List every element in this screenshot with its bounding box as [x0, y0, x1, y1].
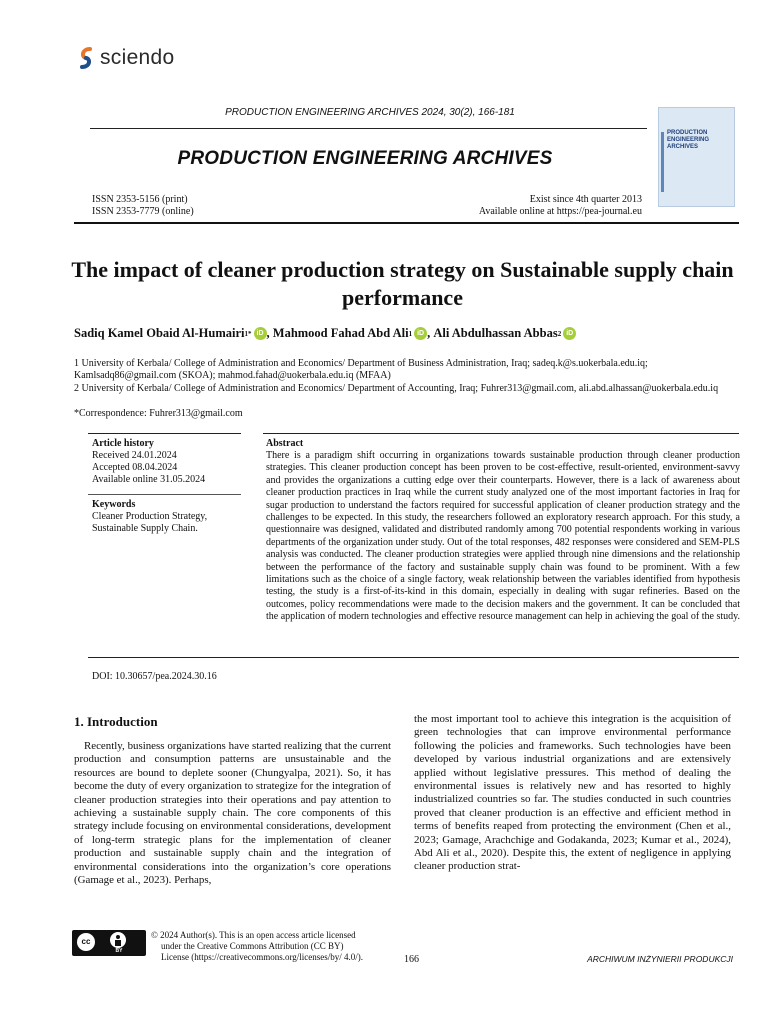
footer-journal-name: ARCHIWUM INŻYNIERII PRODUKCJI — [587, 954, 733, 964]
header-divider — [90, 128, 647, 129]
orcid-icon[interactable]: iD — [414, 327, 427, 340]
license-line: © 2024 Author(s). This is an open access article licensed — [151, 930, 356, 940]
author-affiliation-mark: 1* — [244, 329, 252, 338]
keywords-heading: Keywords — [92, 499, 136, 510]
keyword-item: Sustainable Supply Chain. — [92, 523, 198, 534]
section-heading-introduction: 1. Introduction — [74, 714, 158, 729]
license-line: under the Creative Commons Attribution (CC BY) — [161, 941, 344, 951]
journal-reference: PRODUCTION ENGINEERING ARCHIVES 2024, 30(2), 166-181 — [225, 107, 515, 118]
journal-title: PRODUCTION ENGINEERING ARCHIVES — [177, 148, 553, 169]
cover-title: PRODUCTION ENGINEERING ARCHIVES — [667, 130, 710, 150]
license-line: License (https://creativecommons.org/licenses/by/ 4.0/). — [161, 952, 364, 962]
cc-by-license-icon[interactable] — [72, 930, 146, 956]
issn-online: ISSN 2353-7779 (online) — [92, 206, 194, 217]
correspondence: *Correspondence: Fuhrer313@gmail.com — [74, 408, 243, 419]
license-notice — [151, 930, 401, 963]
author-name: Mahmood Fahad Abd Ali — [272, 326, 409, 340]
author-affiliation-mark: 1 — [408, 329, 413, 338]
author-affiliation-mark: 2 — [557, 329, 562, 338]
keyword-item: Cleaner Production Strategy, — [92, 511, 208, 522]
abstract-heading: Abstract — [266, 438, 304, 449]
body-text-left-column: Recently, business organizations have started realizing that the current production and consumption patterns are unsustainable and the resources are bound to deplete sooner (Chungyalpa, 2021). So, it has become the duty of every organization to strategize for the integration of cleaner production strategies into their operations and pay attention to achieving a sustainable supply chain. The core components of this strategy include focusing on environmental considerations, development of long-term strategic plans for the implementation of cleaner production and sustainable supply chain and the integration of environmental considerations into the organization’s core operations (Gamage et al., 2023). Perhaps, — [74, 740, 391, 887]
body-text-right-column: the most important tool to achieve this integration is the acquisition of green technologies that can improve environmental performance following the policies and frameworks. Such technologies have been developed by various industrial organizations and are extensively applied without legislative pressures. This method of dealing the environmental issues is relatively new and has resorted to highly industrialized countries so far. The studies conducted in such countries proved that cleaner production is an effective and efficient method in terms of benefits reaped from protecting the environment (Chen et al., 2023; Gamage, Arachchige and Godakanda, 2023; Kumar et al., 2024), Abd Ali et al., 2020). Despite this, the extent of negligence in applying cleaner production strat- — [414, 713, 731, 873]
sciendo-logo — [76, 44, 174, 72]
cc-icon: cc — [77, 933, 95, 951]
orcid-icon[interactable]: iD — [563, 327, 576, 340]
page-number: 166 — [404, 954, 419, 965]
doi[interactable]: DOI: 10.30657/pea.2024.30.16 — [92, 671, 217, 682]
affiliation-2: 2 University of Kerbala/ College of Administration and Economics/ Department of Accounting, Iraq; Fuhrer313@gmail.com, ali.abd.alhassan@uokerbala.edu.iq — [74, 383, 719, 394]
affiliation-1: 1 University of Kerbala/ College of Administration and Economics/ Department of Business Administration, Iraq; sadeq.k@s.uokerbala.edu.iq; Kamlsadq86@gmail.com (SKOA); mahmod.fahad@uokerbala.edu.iq (MFAA) — [74, 358, 648, 381]
author-list: Sadiq Kamel Obaid Al-Humairi 1* iD , Mahmood Fahad Abd Ali 1 iD , Ali Abdulhassan Abbas 2 iD — [74, 326, 744, 341]
author-name: Ali Abdulhassan Abbas — [433, 326, 558, 340]
publisher-name: sciendo — [100, 46, 175, 69]
received-date: Received 24.01.2024 — [92, 450, 177, 461]
exist-since: Exist since 4th quarter 2013 — [529, 194, 642, 205]
accepted-date: Accepted 08.04.2024 — [92, 462, 178, 473]
sidebar-top-rule — [88, 433, 241, 434]
sciendo-logo-icon — [76, 46, 96, 70]
available-online-url[interactable]: Available online at https://pea-journal.eu — [478, 206, 642, 217]
info-box-bottom-rule — [88, 657, 739, 658]
article-title: The impact of cleaner production strategy on Sustainable supply chain performance — [71, 257, 734, 310]
sidebar-mid-rule — [88, 494, 241, 495]
available-online-date: Available online 31.05.2024 — [92, 474, 206, 485]
journal-cover-thumbnail — [658, 107, 735, 207]
header-thick-divider — [74, 222, 739, 224]
orcid-icon[interactable]: iD — [254, 327, 267, 340]
abstract-top-rule — [263, 433, 739, 434]
issn-print: ISSN 2353-5156 (print) — [92, 194, 188, 205]
cover-accent-bar — [661, 132, 664, 192]
attribution-person-icon — [110, 932, 126, 948]
author-name: Sadiq Kamel Obaid Al-Humairi — [74, 326, 245, 340]
abstract-text: There is a paradigm shift occurring in organizations towards sustainable production through cleaner production strategies. This cleaner production concept has been proven to be cost-effective, result-oriented, environment-savvy and provides the organizations a cutting edge over their counterparts. However, there is a lack of awareness about cleaner production practices in Iraq while the current study analyzed one of the most important factories in Iraq for sugar production to understand the factors required for successful application of cleaner production strategy and the challenges to be expected. In this study, the researchers followed an exploratory research approach. For this study, a questionnaire was designed, validated and distributed randomly among 700 potential respondents working in various departments of the organization under study. Out of the total responses, 482 responses were considered and SEM-PLS analysis was conducted. The cleaner production strategies were applied through nine dimensions and the relationship between the performance of the factory and sustainable supply chain was found to be prominent. With a few limitations such as the choice of a single factory, weak relationship between the variables identified from hypothesis testing, the study is a first-of-its-kind in this domain, especially in dealing with sugar refineries. Based on the outcomes, policy recommendations were made to the decision makers and the government. It can be concluded that the application of modern technologies and effective resource management can help in achieving the goal of the study. — [266, 450, 740, 623]
article-history-heading: Article history — [92, 438, 154, 449]
cc-by-label: BY — [115, 948, 123, 954]
